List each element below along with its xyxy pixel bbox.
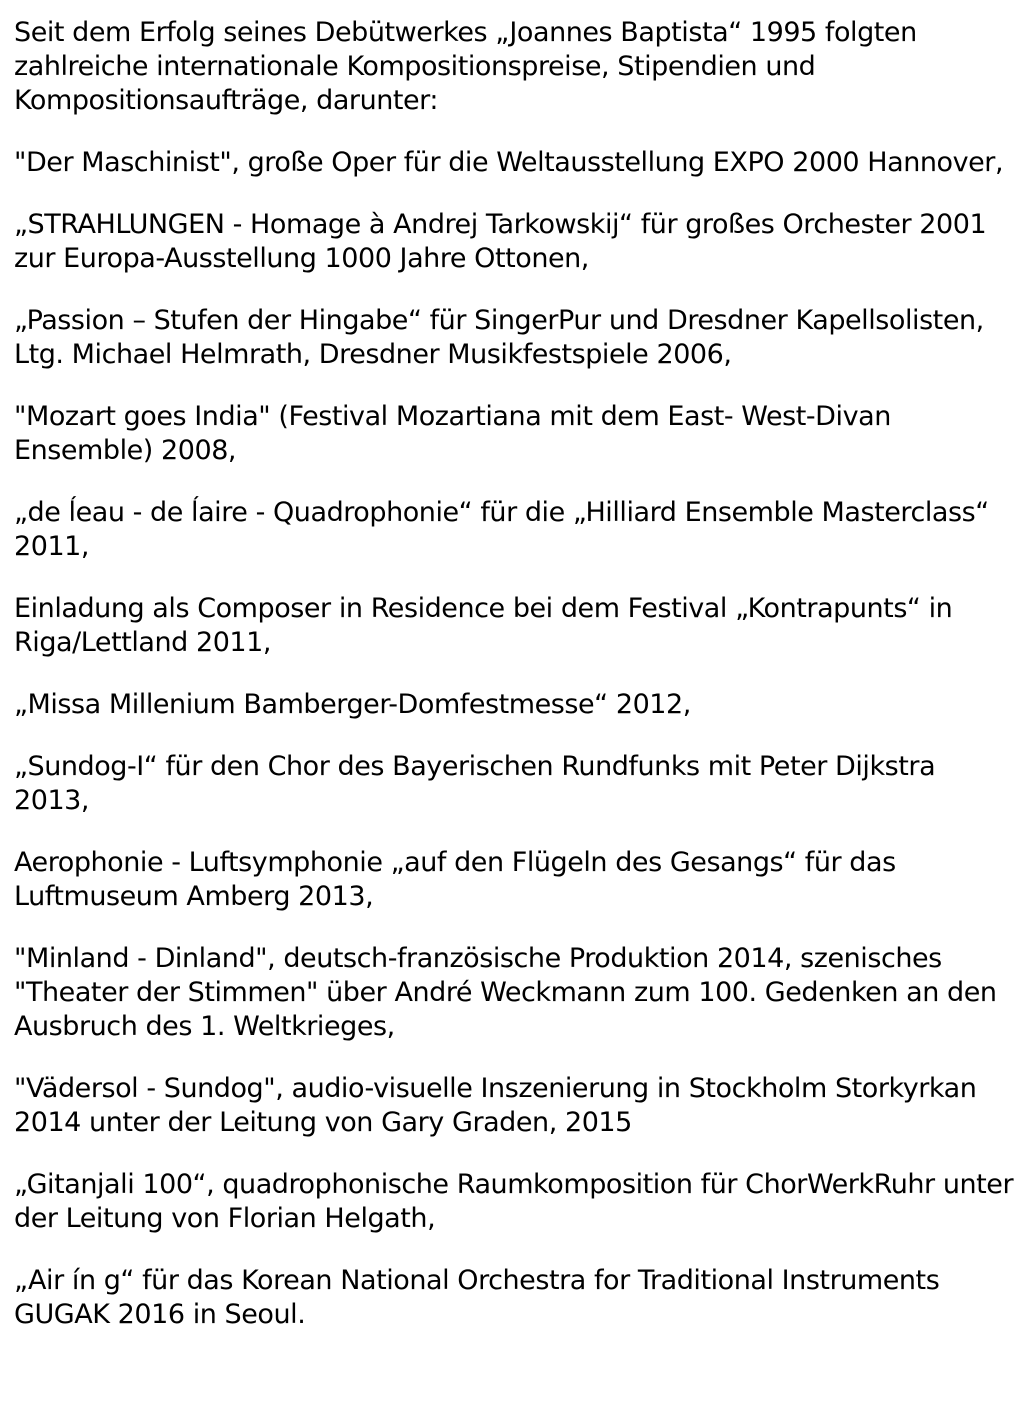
paragraph-sundog-i: „Sundog-I“ für den Chor des Bayerischen Rundfunks mit Peter Dijkstra 2013,: [14, 751, 936, 816]
paragraph-missa-millenium: „Missa Millenium Bamberger-Domfestmesse“ 2012,: [14, 689, 691, 720]
paragraph-vadersol-sundog: "Vädersol - Sundog", audio-visuelle Inszenierung in Stockholm Storkyrkan 2014 unter der Leitung von Gary Graden, 2015: [14, 1073, 977, 1138]
paragraph-gitanjali: „Gitanjali 100“, quadrophonische Raumkomposition für ChorWerkRuhr unter der Leitung von Florian Helgath,: [14, 1169, 1014, 1234]
paragraph-aerophonie: Aerophonie - Luftsymphonie „auf den Flügeln des Gesangs“ für das Luftmuseum Amberg 2013,: [14, 847, 896, 912]
paragraph-der-maschinist: "Der Maschinist", große Oper für die Weltausstellung EXPO 2000 Hannover,: [14, 147, 1004, 178]
paragraph-composer-in-residence: Einladung als Composer in Residence bei dem Festival „Kontrapunts“ in Riga/Lettland 2011,: [14, 593, 953, 658]
paragraph-intro: Seit dem Erfolg seines Debütwerkes „Joannes Baptista“ 1995 folgten zahlreiche internationale Kompositionspreise, Stipendien und Kompositionsaufträge, darunter:: [14, 17, 917, 116]
paragraph-passion: „Passion – Stufen der Hingabe“ für SingerPur und Dresdner Kapellsolisten, Ltg. Michael Helmrath, Dresdner Musikfestspiele 2006,: [14, 305, 984, 370]
paragraph-mozart-goes-india: "Mozart goes India" (Festival Mozartiana mit dem East- West-Divan Ensemble) 2008,: [14, 401, 891, 466]
paragraph-minland-dinland: "Minland - Dinland", deutsch-französische Produktion 2014, szenisches "Theater der Stimmen" über André Weckmann zum 100. Gedenken an den Ausbruch des 1. Weltkrieges,: [14, 943, 997, 1042]
paragraph-strahlungen: „STRAHLUNGEN - Homage à Andrej Tarkowskij“ für großes Orchester 2001 zur Europa-Ausstellung 1000 Jahre Ottonen,: [14, 209, 987, 274]
paragraph-de-leau: „de ĺeau - de ĺaire - Quadrophonie“ für die „Hilliard Ensemble Masterclass“ 2011,: [14, 497, 989, 562]
paragraph-air-in-g: „Air ín g“ für das Korean National Orchestra for Traditional Instruments GUGAK 2016 in Seoul.: [14, 1265, 940, 1330]
